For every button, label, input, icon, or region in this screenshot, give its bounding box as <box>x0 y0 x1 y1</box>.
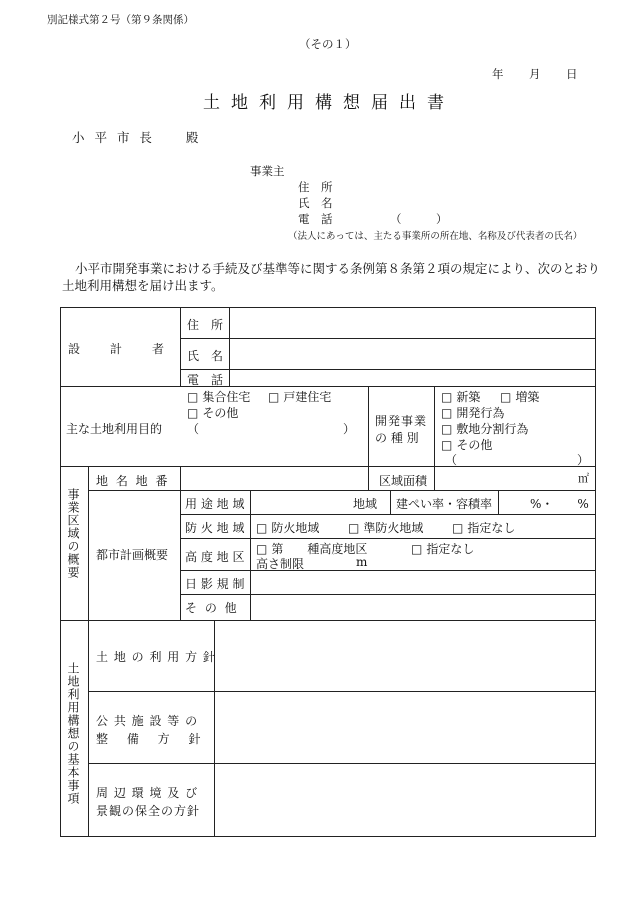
fire-zone-none[interactable]: □ 指定なし <box>452 519 515 536</box>
facility-policy-label-1: 公 共 施 設 等 の <box>96 714 199 728</box>
coverage-label: 建ぺい率・容積率 <box>396 497 493 511</box>
applicant-phone-label: 電 話 <box>298 212 333 226</box>
purpose-label: 主な土地利用目的 <box>66 422 163 436</box>
date-year: 年 <box>492 67 504 81</box>
date-month: 月 <box>529 67 541 81</box>
use-zone-suffix: 地域 <box>353 497 378 511</box>
lot-number-label: 地 名 地 番 <box>96 474 170 488</box>
dev-type-new[interactable]: □ 新築 <box>441 388 480 405</box>
fire-zone-semi-fireproof[interactable]: □ 準防火地域 <box>348 519 423 536</box>
use-zone-label: 用 途 地 域 <box>185 497 245 511</box>
city-plan-label: 都市計画概要 <box>96 548 169 562</box>
height-zone-class[interactable]: □ 第 種高度地区 <box>256 540 367 557</box>
designer-phone-label: 電 話 <box>187 373 224 387</box>
form-id: 別記様式第２号（第９条関係） <box>47 14 194 26</box>
date-day: 日 <box>566 67 578 81</box>
purpose-option-other[interactable]: □ その他 <box>187 404 238 421</box>
environment-policy-label-1: 周 辺 環 境 及 び <box>96 786 199 800</box>
dev-type-development[interactable]: □ 開発行為 <box>441 404 504 421</box>
height-zone-none[interactable]: □ 指定なし <box>411 540 474 557</box>
height-zone-label: 高 度 地 区 <box>185 550 245 564</box>
page-title: 土地利用構想届出書 <box>203 93 455 113</box>
applicant-label: 事業主 <box>250 164 285 178</box>
dev-type-label-1: 開発事業 <box>375 414 428 428</box>
applicant-note: （法人にあっては、主たる事業所の所在地、名称及び代表者の氏名） <box>288 231 583 242</box>
intro-line-1: 小平市開発事業における手続及び基準等に関する条例第８条第２項の規定により、次のとおり <box>75 261 601 276</box>
height-limit-unit: m <box>356 555 368 569</box>
purpose-option-apartment[interactable]: □ 集合住宅 <box>187 388 250 405</box>
coverage-value: %・ % <box>530 497 589 511</box>
dev-type-other[interactable]: □ その他 <box>441 436 492 453</box>
dev-type-other-paren: （ ） <box>445 453 590 467</box>
area-summary-label: 事業区域の概要 <box>66 488 80 579</box>
height-limit-label: 高さ制限 <box>256 557 305 571</box>
applicant-name-label: 氏 名 <box>298 196 333 210</box>
applicant-address-label: 住 所 <box>298 180 333 194</box>
dev-type-lot-split[interactable]: □ 敷地分割行為 <box>441 420 528 437</box>
area-label: 区域面積 <box>379 474 428 488</box>
dev-type-label-2: の 種 別 <box>375 431 419 445</box>
area-unit: ㎡ <box>578 472 589 485</box>
designer-address-label: 住 所 <box>187 318 224 332</box>
applicant-phone-paren: （ ） <box>390 212 448 226</box>
addressee: 小 平 市 長 殿 <box>72 130 202 145</box>
facility-policy-label-2: 整 備 方 針 <box>96 732 202 746</box>
environment-policy-label-2: 景観の保全の方針 <box>96 804 201 818</box>
form-part: （その１） <box>299 37 357 51</box>
intro-line-2: 土地利用構想を届け出ます。 <box>62 278 224 293</box>
others-label: そ の 他 <box>185 601 239 615</box>
dev-type-extension[interactable]: □ 増築 <box>500 388 539 405</box>
land-use-policy-label: 土 地 の 利 用 方 針 <box>96 650 216 664</box>
fire-zone-fireproof[interactable]: □ 防火地域 <box>256 519 319 536</box>
fire-zone-label: 防 火 地 域 <box>185 521 245 535</box>
purpose-other-paren: （ ） <box>187 422 356 436</box>
shadow-regulation-label: 日 影 規 制 <box>185 577 245 591</box>
designer-label: 設 計 者 <box>68 342 167 356</box>
purpose-option-house[interactable]: □ 戸建住宅 <box>268 388 331 405</box>
basic-items-label: 土地利用構想の基本事項 <box>66 662 80 805</box>
designer-name-label: 氏 名 <box>187 349 224 363</box>
